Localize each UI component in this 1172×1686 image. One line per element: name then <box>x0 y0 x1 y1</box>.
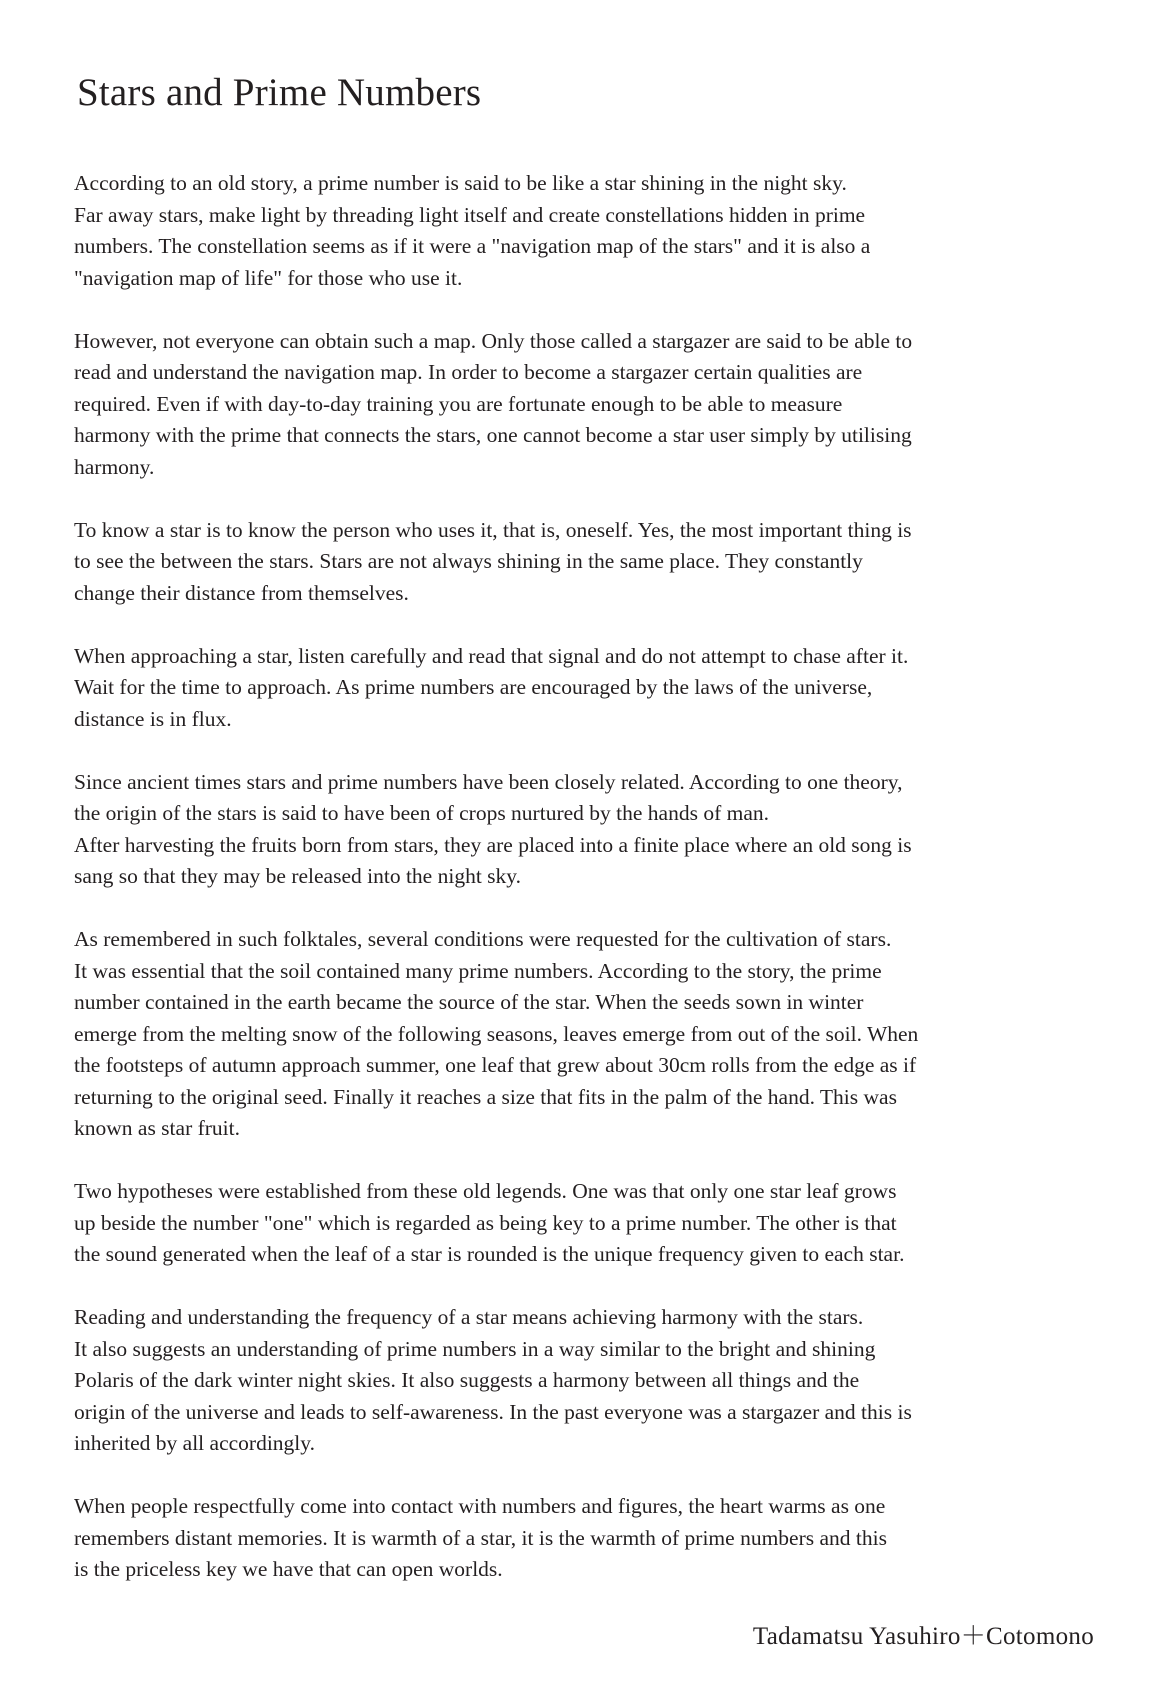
paragraph <box>74 515 1114 610</box>
text-line: inherited by all accordingly. <box>74 1431 315 1455</box>
text-line: sang so that they may be released into the night sky. <box>74 864 522 888</box>
text-line: After harvesting the fruits born from stars, they are placed into a finite place where an old song is <box>74 832 912 857</box>
text-line: To know a star is to know the person who uses it, that is, oneself. Yes, the most important thing is <box>74 517 912 542</box>
essay-body <box>74 168 1114 1617</box>
paragraph <box>74 767 1114 893</box>
text-line: Polaris of the dark winter night skies. It also suggests a harmony between all things and the <box>74 1368 860 1392</box>
text-line: Reading and understanding the frequency of a star means achieving harmony with the stars. <box>74 1305 864 1329</box>
text-line: "navigation map of life" for those who use it. <box>74 265 463 290</box>
text-line: origin of the universe and leads to self-awareness. In the past everyone was a stargazer and this is <box>74 1399 912 1424</box>
paragraph <box>74 1176 1114 1271</box>
text-line: the origin of the stars is said to have been of crops nurtured by the hands of man. <box>74 801 769 825</box>
page-title: Stars and Prime Numbers <box>77 71 482 114</box>
text-line: the footsteps of autumn approach summer, one leaf that grew about 30cm rolls from the edge as if <box>74 1053 917 1077</box>
text-line: up beside the number "one" which is regarded as being key to a prime number. The other is that <box>74 1210 897 1235</box>
text-line: As remembered in such folktales, several conditions were requested for the cultivation of stars. <box>74 927 892 951</box>
text-line: Far away stars, make light by threading light itself and create constellations hidden in prime <box>74 202 866 227</box>
text-line: emerge from the melting snow of the following seasons, leaves emerge from out of the soil. When <box>74 1021 919 1046</box>
text-line: returning to the original seed. Finally it reaches a size that fits in the palm of the hand. This was <box>74 1084 897 1109</box>
text-line: required. Even if with day-to-day training you are fortunate enough to be able to measure <box>74 391 843 416</box>
text-line: read and understand the navigation map. In order to become a stargazer certain qualities are <box>74 360 863 384</box>
paragraph <box>74 641 1114 736</box>
text-line: change their distance from themselves. <box>74 580 409 605</box>
text-line: However, not everyone can obtain such a map. Only those called a stargazer are said to be able to <box>74 328 913 353</box>
text-line: Two hypotheses were established from these old legends. One was that only one star leaf grows <box>74 1179 897 1203</box>
text-line: According to an old story, a prime number is said to be like a star shining in the night sky. <box>74 171 847 195</box>
text-line: harmony with the prime that connects the stars, one cannot become a star user simply by utilising <box>74 423 912 447</box>
paragraph <box>74 168 1114 294</box>
text-line: distance is in flux. <box>74 706 232 731</box>
text-line: is the priceless key we have that can open worlds. <box>74 1557 503 1581</box>
text-line: the sound generated when the leaf of a star is rounded is the unique frequency given to each star. <box>74 1242 905 1266</box>
text-line: known as star fruit. <box>74 1116 240 1140</box>
text-line: When approaching a star, listen carefully and read that signal and do not attempt to chase after it. <box>74 643 909 668</box>
text-line: numbers. The constellation seems as if it were a "navigation map of the stars" and it is also a <box>74 234 871 258</box>
text-line: to see the between the stars. Stars are not always shining in the same place. They constantly <box>74 549 863 573</box>
paragraph <box>74 924 1114 1145</box>
text-line: It was essential that the soil contained many prime numbers. According to the story, the prime <box>74 958 882 983</box>
text-line: Since ancient times stars and prime numbers have been closely related. According to one theory, <box>74 769 903 794</box>
text-line: When people respectfully come into contact with numbers and figures, the heart warms as one <box>74 1494 886 1518</box>
paragraph <box>74 326 1114 484</box>
text-line: number contained in the earth became the source of the star. When the seeds sown in winter <box>74 990 864 1014</box>
paragraph <box>74 1302 1114 1460</box>
paragraph <box>74 1491 1114 1586</box>
text-line: remembers distant memories. It is warmth of a star, it is the warmth of prime numbers and this <box>74 1525 887 1550</box>
text-line: harmony. <box>74 454 155 479</box>
author-signature: Tadamatsu Yasuhiro＋Cotomono <box>752 1623 1094 1650</box>
text-line: It also suggests an understanding of prime numbers in a way similar to the bright and shining <box>74 1336 876 1361</box>
text-line: Wait for the time to approach. As prime numbers are encouraged by the laws of the universe, <box>74 675 873 699</box>
